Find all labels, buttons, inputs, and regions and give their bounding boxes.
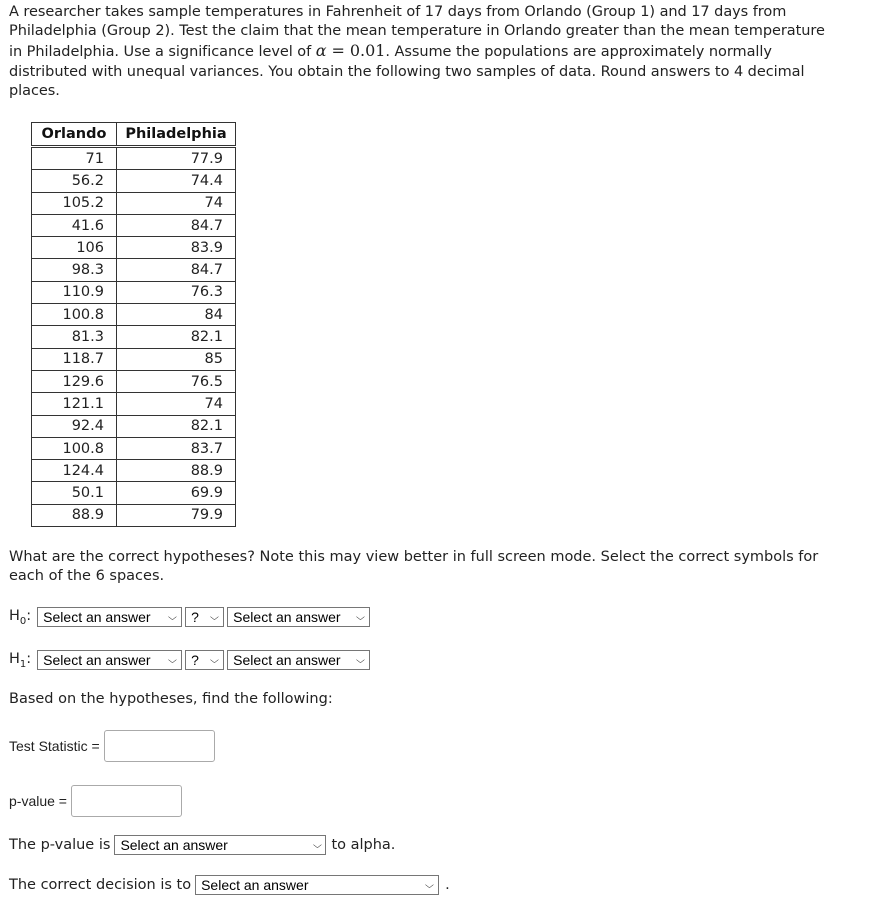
h1-label [9, 651, 31, 670]
table-row [32, 460, 236, 482]
alpha-symbol: α [315, 41, 327, 61]
philadelphia-cell: 69.9 [117, 482, 236, 504]
chevron-down-icon: ⌵ [168, 611, 178, 622]
orlando-cell: 71 [32, 147, 117, 170]
h1-left-select[interactable] [37, 650, 182, 670]
orlando-cell: 118.7 [32, 348, 117, 370]
table-body [32, 147, 236, 527]
philadelphia-cell: 76.3 [117, 281, 236, 303]
orlando-cell: 88.9 [32, 504, 117, 526]
column-header-orlando: Orlando [32, 123, 117, 147]
table-row [32, 214, 236, 236]
philadelphia-cell: 84.7 [117, 214, 236, 236]
table-row [32, 348, 236, 370]
orlando-cell: 121.1 [32, 393, 117, 415]
pvalue-compare-select-value: Select an answer [120, 837, 228, 853]
chevron-down-icon: ⌵ [425, 879, 435, 890]
philadelphia-cell: 74.4 [117, 170, 236, 192]
table-header-row [32, 123, 236, 147]
orlando-cell: 124.4 [32, 460, 117, 482]
hypotheses-question: What are the correct hypotheses? Note this may view better in full screen mode. Select the correct symbols for each of the 6 spaces. [9, 549, 819, 585]
h1-operator-value: ? [191, 652, 199, 668]
h1-operator-select[interactable] [185, 650, 224, 670]
chevron-down-icon: ⌵ [168, 654, 178, 665]
h0-right-select[interactable] [227, 607, 370, 627]
h0-operator-value: ? [191, 609, 199, 625]
philadelphia-cell: 88.9 [117, 460, 236, 482]
philadelphia-cell: 85 [117, 348, 236, 370]
based-on-text: Based on the hypotheses, find the following: [9, 691, 333, 707]
philadelphia-cell: 84 [117, 304, 236, 326]
orlando-cell: 92.4 [32, 415, 117, 437]
h1-colon: : [26, 650, 32, 667]
orlando-cell: 105.2 [32, 192, 117, 214]
problem-statement [9, 3, 839, 101]
orlando-cell: 81.3 [32, 326, 117, 348]
pvalue-row [9, 785, 182, 817]
orlando-cell: 98.3 [32, 259, 117, 281]
pvalue-compare-prefix: The p-value is [9, 837, 111, 853]
decision-select-value: Select an answer [201, 877, 309, 893]
pvalue-label: p-value = [9, 793, 67, 809]
h0-left-select[interactable] [37, 607, 182, 627]
h0-subscript: 0 [19, 615, 27, 627]
table-row [32, 482, 236, 504]
philadelphia-cell: 76.5 [117, 370, 236, 392]
pvalue-input[interactable] [71, 785, 182, 817]
chevron-down-icon: ⌵ [210, 654, 220, 665]
decision-prefix: The correct decision is to [9, 877, 192, 893]
table-row [32, 415, 236, 437]
h1-letter: H [9, 650, 20, 667]
table-row [32, 281, 236, 303]
decision-select[interactable] [195, 875, 439, 895]
table-row [32, 192, 236, 214]
h0-left-select-value: Select an answer [43, 609, 151, 625]
philadelphia-cell: 83.9 [117, 237, 236, 259]
test-statistic-row [9, 730, 215, 762]
table-row [32, 437, 236, 459]
column-header-philadelphia: Philadelphia [117, 123, 236, 147]
orlando-cell: 100.8 [32, 304, 117, 326]
table-row [32, 326, 236, 348]
orlando-cell: 100.8 [32, 437, 117, 459]
philadelphia-cell: 83.7 [117, 437, 236, 459]
orlando-cell: 106 [32, 237, 117, 259]
chevron-down-icon: ⌵ [356, 611, 366, 622]
test-statistic-label: Test Statistic = [9, 738, 100, 754]
table-row [32, 147, 236, 170]
h1-left-select-value: Select an answer [43, 652, 151, 668]
h1-subscript: 1 [19, 658, 27, 670]
orlando-cell: 50.1 [32, 482, 117, 504]
table-row [32, 237, 236, 259]
decision-suffix: . [445, 877, 450, 893]
table-row [32, 304, 236, 326]
pvalue-compare-row [9, 835, 395, 855]
orlando-cell: 110.9 [32, 281, 117, 303]
orlando-cell: 41.6 [32, 214, 117, 236]
philadelphia-cell: 82.1 [117, 415, 236, 437]
chevron-down-icon: ⌵ [356, 654, 366, 665]
h0-label [9, 608, 31, 627]
equals-sign: = [326, 41, 350, 61]
decision-row [9, 875, 450, 895]
alpha-value: 0.01 [349, 41, 386, 61]
alpha-expression [316, 41, 386, 60]
pvalue-compare-suffix: to alpha. [331, 837, 396, 853]
test-statistic-input[interactable] [104, 730, 215, 762]
table-row [32, 170, 236, 192]
h0-right-select-value: Select an answer [233, 609, 341, 625]
philadelphia-cell: 84.7 [117, 259, 236, 281]
intro-text-1: A researcher takes sample temperatures in Fahrenheit of 17 days from Orlando (Group 1) and 17 days from Philadelphia (Group 2). Test the claim that the mean temperature in Orlando greater than the mean temperature in Philadelphia. Use a significance level of [9, 4, 825, 61]
orlando-cell: 56.2 [32, 170, 117, 192]
table-row [32, 393, 236, 415]
pvalue-compare-select[interactable] [114, 835, 326, 855]
h0-row [9, 606, 373, 628]
h1-right-select-value: Select an answer [233, 652, 341, 668]
h0-letter: H [9, 607, 20, 624]
h0-colon: : [26, 607, 32, 624]
philadelphia-cell: 82.1 [117, 326, 236, 348]
intro-text-2: . Assume the populations are approximately normally distributed with unequal variances. You obtain the following two samples of data. Round answers to 4 decimal places. [9, 44, 805, 99]
philadelphia-cell: 74 [117, 192, 236, 214]
orlando-cell: 129.6 [32, 370, 117, 392]
h0-operator-select[interactable] [185, 607, 224, 627]
chevron-down-icon: ⌵ [312, 839, 322, 850]
h1-row [9, 649, 373, 671]
chevron-down-icon: ⌵ [210, 611, 220, 622]
philadelphia-cell: 74 [117, 393, 236, 415]
table-row [32, 370, 236, 392]
philadelphia-cell: 79.9 [117, 504, 236, 526]
data-table [31, 122, 236, 527]
table-row [32, 504, 236, 526]
h1-right-select[interactable] [227, 650, 370, 670]
table-row [32, 259, 236, 281]
philadelphia-cell: 77.9 [117, 147, 236, 170]
